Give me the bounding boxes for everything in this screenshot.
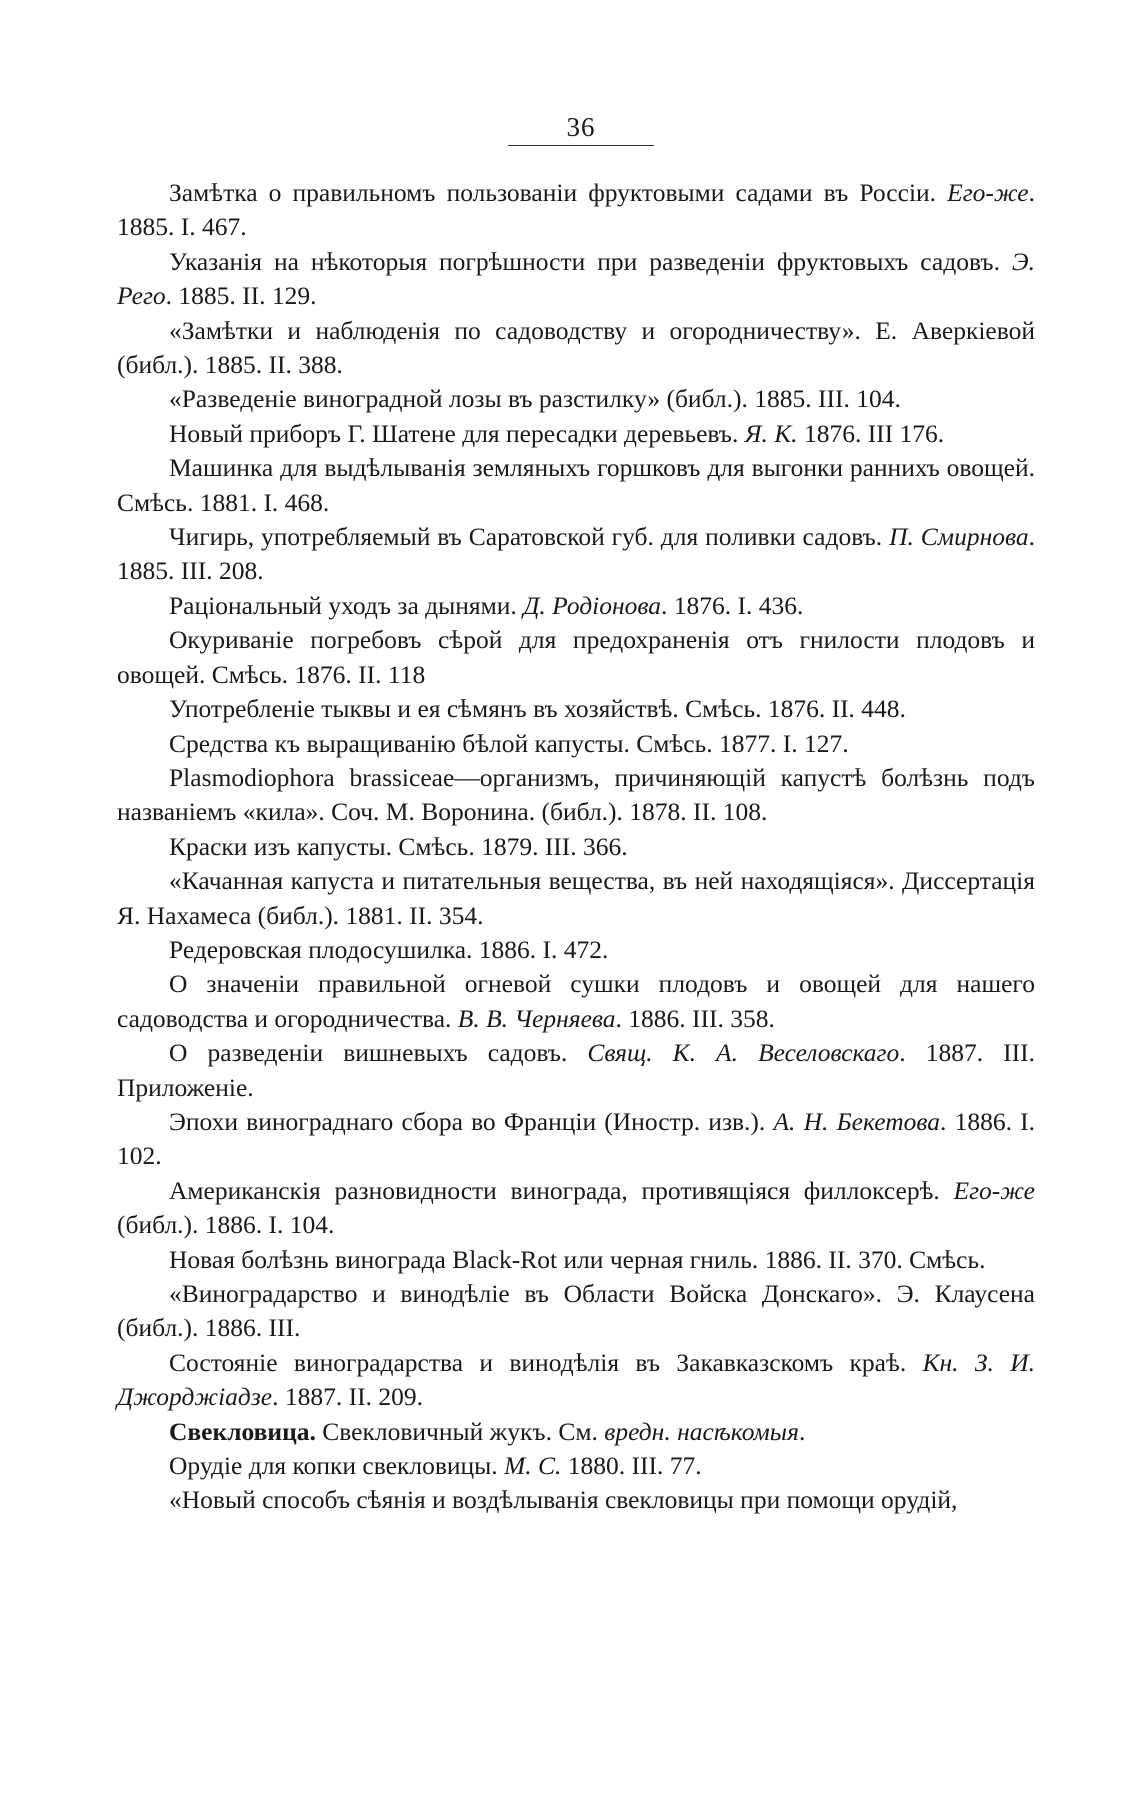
bibliography-entry xyxy=(117,589,1035,623)
entry-text: (библ.). 1886. I. 104. xyxy=(117,1210,335,1240)
bibliography-entry xyxy=(117,1174,1035,1243)
bibliography-entry xyxy=(117,1105,1035,1174)
bibliography-entry xyxy=(117,382,1035,416)
bibliography-entry xyxy=(117,245,1035,314)
entry-text: Редеровская плодосушилка. 1886. I. 472. xyxy=(169,934,609,964)
entry-text: . 1887. III. Приложеніе. xyxy=(117,1038,1035,1102)
entry-text: Состояніе виноградарства и винодѣлія въ Закавказскомъ краѣ. xyxy=(169,1347,923,1377)
bibliography-entry xyxy=(117,623,1035,692)
entry-text: Замѣтка о правильномъ пользованіи фруктовыми садами въ Россіи. xyxy=(169,178,948,207)
entry-text: 1876. III 176. xyxy=(797,418,945,448)
entry-text: Американскія разновидности винограда, противящіяся филлоксерѣ. xyxy=(169,1175,954,1205)
entry-author-italic: А. Н. Бекетова xyxy=(773,1106,941,1136)
entry-text: «Качанная капуста и питательныя вещества, въ ней находящіяся». Диссертація Я. Нахамеса (библ.). 1881. II. 354. xyxy=(117,866,1035,930)
bibliography-entries xyxy=(117,176,1035,1518)
bibliography-entry xyxy=(117,1277,1035,1346)
entry-text: Новая болѣзнь винограда Black-Rot или черная гниль. 1886. II. 370. Смѣсь. xyxy=(169,1244,986,1274)
bibliography-entry xyxy=(117,864,1035,933)
entry-text: . xyxy=(798,1416,806,1446)
bibliography-entry xyxy=(117,520,1035,589)
bibliography-entry xyxy=(117,417,1035,451)
entry-text: . 1886. III. 358. xyxy=(615,1003,775,1033)
bibliography-entry xyxy=(117,451,1035,520)
entry-text: Окуриваніе погребовъ сѣрой для предохраненія отъ гнилости плодовъ и овощей. Смѣсь. 1876. II. 118 xyxy=(117,625,1035,689)
bibliography-entry xyxy=(117,1036,1035,1105)
entry-author-italic: Свящ. К. А. Веселовскаго xyxy=(587,1038,900,1068)
bibliography-entry xyxy=(117,830,1035,864)
entry-text: Употребленіе тыквы и ея сѣмянъ въ хозяйствѣ. Смѣсь. 1876. II. 448. xyxy=(169,694,906,724)
entry-text: . 1887. II. 209. xyxy=(272,1382,423,1412)
entry-text: . 1885. II. 129. xyxy=(165,281,317,311)
entry-text: . 1886. I. 102. xyxy=(117,1106,1036,1171)
entry-author-italic: М. С. xyxy=(504,1451,562,1481)
entry-text: Средства къ выращиванію бѣлой капусты. Смѣсь. 1877. I. 127. xyxy=(169,728,849,758)
bibliography-entry xyxy=(117,314,1035,383)
entry-heading-bold: Свекловица. xyxy=(169,1416,316,1446)
entry-text: . 1885. III. 208. xyxy=(117,522,1035,586)
bibliography-entry xyxy=(117,1483,1035,1517)
bibliography-entry xyxy=(117,692,1035,726)
entry-author-italic: Я. К. xyxy=(744,418,798,448)
entry-author-italic: П. Смирнова xyxy=(889,522,1029,552)
bibliography-entry xyxy=(117,933,1035,967)
bibliography-entry xyxy=(117,967,1035,1036)
entry-text: Машинка для выдѣлыванія земляныхъ горшковъ для выгонки раннихъ овощей. Смѣсь. 1881. I. 468. xyxy=(117,453,1035,517)
entry-text: О значеніи правильной огневой сушки плодовъ и овощей для нашего садоводства и огородничества. xyxy=(117,969,1035,1033)
bibliography-entry xyxy=(117,1415,1035,1449)
entry-text: . 1876. I. 436. xyxy=(661,590,804,620)
entry-author-italic: Д. Родіонова xyxy=(523,590,662,620)
entry-text: Чигирь, употребляемый въ Саратовской губ. для поливки садовъ. xyxy=(169,522,890,552)
entry-text: «Виноградарство и винодѣліе въ Области Войска Донскаго». Э. Клаусена (библ.). 1886. III. xyxy=(117,1279,1035,1343)
entry-text: Указанія на нѣкоторыя погрѣшности при разведеніи фруктовыхъ садовъ. xyxy=(169,246,1012,276)
bibliography-entry xyxy=(117,176,1035,245)
page-number: 36 xyxy=(508,112,654,146)
entry-text: Новый приборъ Г. Шатене для пересадки деревьевъ. xyxy=(169,418,745,448)
entry-author-italic: Э. Рего xyxy=(117,246,1035,311)
entry-text: . 1885. I. 467. xyxy=(117,178,1035,242)
bibliography-entry xyxy=(117,1449,1035,1483)
bibliography-entry xyxy=(117,761,1035,830)
entry-text: Орудіе для копки свекловицы. xyxy=(169,1451,505,1481)
bibliography-entry xyxy=(117,1243,1035,1277)
entry-text: Plasmodiophora brassiceae—организмъ, причиняющій капустѣ болѣзнь подъ названіемъ «кила». Соч. М. Воронина. (библ.). 1878. II. 108. xyxy=(117,762,1035,827)
entry-text: Раціональный уходъ за дынями. xyxy=(169,590,524,620)
entry-author-italic: Кн. З. И. Джорджіадзе xyxy=(117,1347,1035,1412)
entry-author-italic: В. В. Черняева xyxy=(457,1003,616,1033)
entry-text: «Разведеніе виноградной лозы въ разстилку» (библ.). 1885. III. 104. xyxy=(169,384,901,414)
entry-text: «Новый способъ сѣянія и воздѣлыванія свекловицы при помощи орудій, xyxy=(169,1485,958,1515)
entry-author-italic: вредн. насѣкомыя xyxy=(604,1416,799,1446)
entry-text: Свекловичный жукъ. См. xyxy=(315,1416,605,1446)
entry-text: «Замѣтки и наблюденія по садоводству и огородничеству». Е. Аверкіевой (библ.). 1885. II. 388. xyxy=(117,315,1035,380)
entry-text: Краски изъ капусты. Смѣсь. 1879. III. 366. xyxy=(169,831,628,861)
entry-author-italic: Его-же xyxy=(953,1175,1035,1205)
entry-text: 1880. III. 77. xyxy=(561,1451,702,1481)
bibliography-entry xyxy=(117,727,1035,761)
bibliography-entry xyxy=(117,1346,1035,1415)
entry-author-italic: Его-же xyxy=(947,178,1029,207)
entry-text: Эпохи винограднаго сбора во Франціи (Иностр. изв.). xyxy=(169,1106,774,1136)
entry-text: О разведеніи вишневыхъ садовъ. xyxy=(169,1038,588,1068)
